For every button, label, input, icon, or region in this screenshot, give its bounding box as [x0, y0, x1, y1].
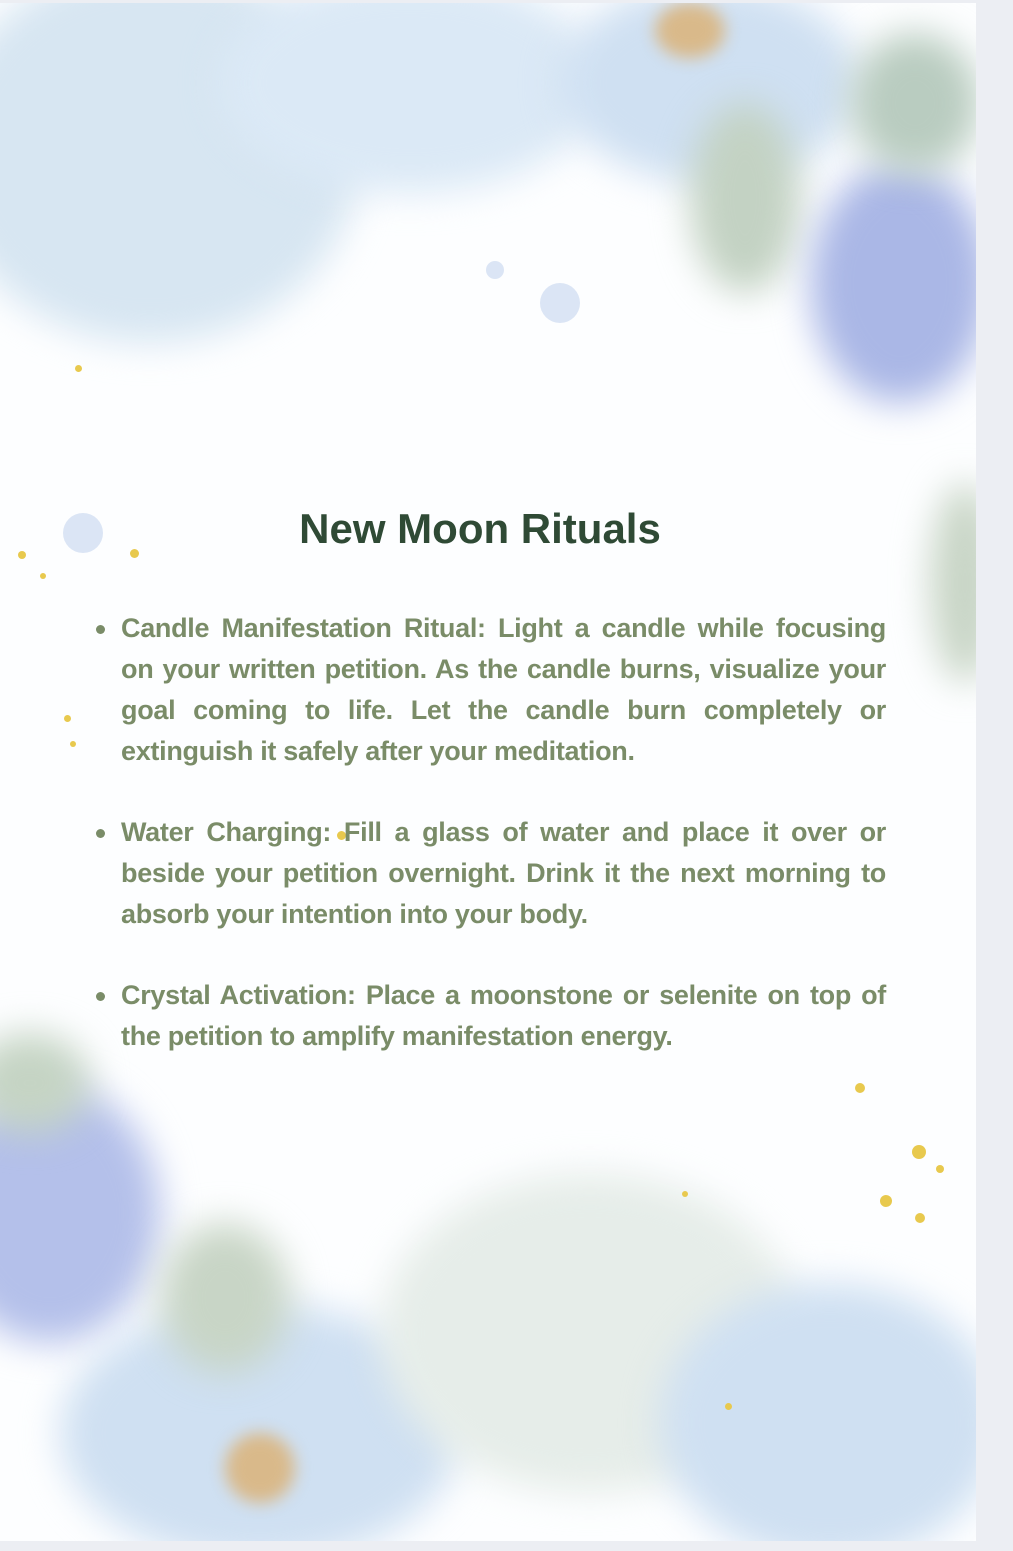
list-item: Crystal Activation: Place a moonstone or selenite on top of the petition to amplify manifestation energy. — [121, 975, 886, 1057]
page-title: New Moon Rituals — [299, 505, 661, 552]
list-item: Candle Manifestation Ritual: Light a candle while focusing on your written petition. As the candle burns, visualize your goal coming to life. Let the candle burn completely or extinguish it safely after your meditation. — [121, 608, 886, 772]
document-page — [0, 3, 976, 1541]
ritual-list — [121, 608, 886, 1097]
list-item: Water Charging: Fill a glass of water and place it over or beside your petition overnight. Drink it the next morning to absorb your intention into your body. — [121, 812, 886, 935]
